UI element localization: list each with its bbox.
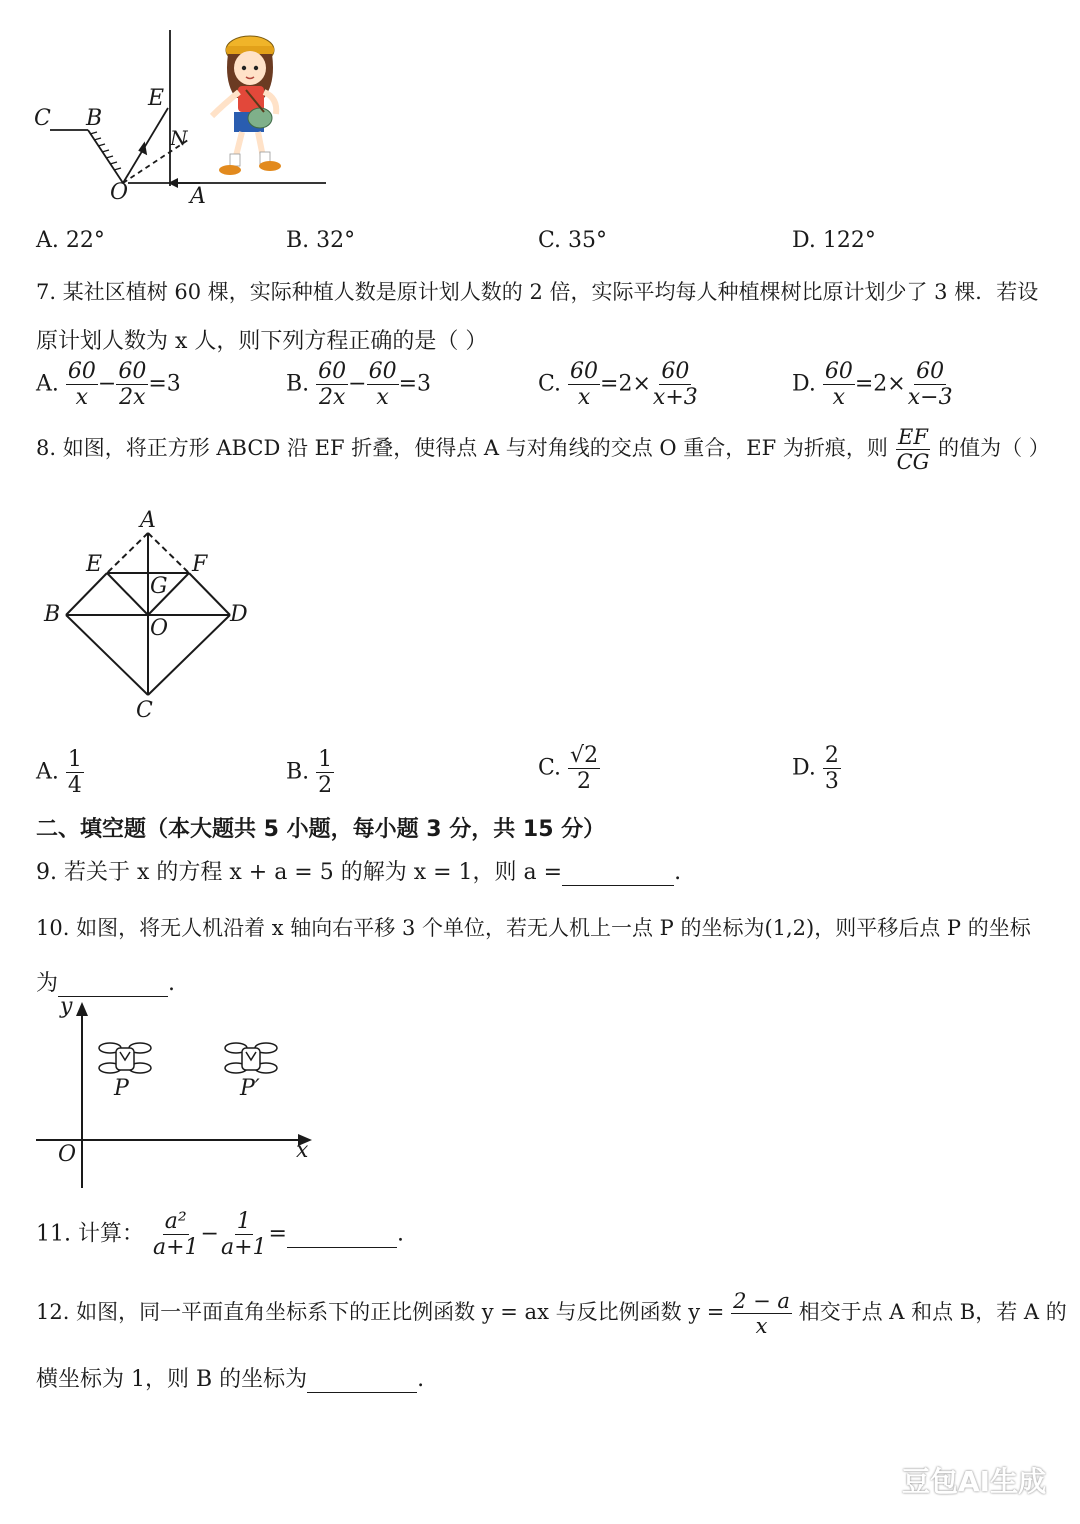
q6-option-c[interactable]: C. 35° <box>538 228 608 253</box>
q8-b-frac: $\frac{1}{2}$ <box>318 747 333 799</box>
q10-y-arrowhead <box>76 1002 88 1016</box>
q9-stem <box>36 855 681 886</box>
q8-label-o: O <box>150 616 169 641</box>
q7-a-prefix: A. <box>36 371 59 397</box>
q11-prefix: 11. 计算： <box>36 1221 144 1247</box>
q10-label-p: P <box>114 1076 129 1101</box>
q8-label-b: B <box>44 602 61 627</box>
q7-b-rhs: =3 <box>398 371 432 397</box>
q6-label-e: E <box>148 86 165 111</box>
q7-d-frac1: $\frac{60}{x}$ <box>824 359 853 411</box>
q11-answer-blank[interactable] <box>287 1222 397 1248</box>
q8-label-c: C <box>136 698 153 723</box>
q10-drone-icon-p <box>99 1043 151 1073</box>
q6-option-b[interactable]: B. 32° <box>286 228 356 253</box>
q12-stem-line1 <box>36 1290 1067 1337</box>
q7-c-frac2: $\frac{60}{x+3}$ <box>652 359 698 411</box>
q11-end: . <box>396 1221 404 1247</box>
q7-c-mid: =2× <box>600 371 651 397</box>
q6-girl-illustration <box>212 36 281 175</box>
q12-end: . <box>417 1367 425 1392</box>
q10-answer-blank[interactable] <box>58 971 168 997</box>
q8-stem-after: 的值为（ ） <box>938 436 1050 461</box>
watermark-logo: 豆包AI生成 <box>902 1465 1047 1498</box>
q8-stem-before: 8. 如图，将正方形 ABCD 沿 EF 折叠，使得点 A 与对角线的交点 O 重合，EF 为折痕，则 <box>36 436 888 461</box>
q8-label-d: D <box>230 602 248 627</box>
q7-d-mid: =2× <box>854 371 906 397</box>
q8-label-g: G <box>150 574 168 599</box>
q6-option-a[interactable]: A. 22° <box>36 228 105 253</box>
q8-option-c[interactable] <box>538 744 600 793</box>
q8-label-a: A <box>140 508 156 533</box>
q7-c-prefix: C. <box>538 371 562 397</box>
q7-a-op: − <box>97 371 117 397</box>
q7-a-frac2: $\frac{60}{2x}$ <box>118 359 147 411</box>
q8-stem <box>36 426 1050 473</box>
q12-line2: 横坐标为 1，则 B 的坐标为 <box>36 1367 308 1392</box>
q8-edge-be <box>66 573 107 615</box>
q12-after: 相交于点 A 和点 B，若 A 的 <box>798 1300 1067 1325</box>
q7-option-b[interactable] <box>286 360 431 409</box>
q8-dashed-af <box>148 533 189 573</box>
q8-option-d[interactable] <box>792 744 841 793</box>
q6-label-c: C <box>34 106 51 131</box>
q8-stem-fraction: $\frac{EF}{CG}$ <box>896 425 930 475</box>
q7-d-frac2: $\frac{60}{x-3}$ <box>907 359 953 411</box>
q10-line2-prefix: 为 <box>36 971 59 996</box>
q7-option-c[interactable] <box>538 360 700 409</box>
q12-stem-line2 <box>36 1362 424 1393</box>
q7-stem-line2: 原计划人数为 x 人，则下列方程正确的是（ ） <box>36 329 488 354</box>
q8-edge-fd <box>189 573 230 615</box>
q12-answer-blank[interactable] <box>307 1367 417 1393</box>
q9-text: 9. 若关于 x 的方程 x + a = 5 的解为 x = 1，则 a = <box>36 860 563 885</box>
q10-stem-line2 <box>36 966 175 997</box>
q12-before: 12. 如图，同一平面直角坐标系下的正比例函数 y = ax 与反比例函数 y = <box>36 1300 725 1325</box>
q8-d-prefix: D. <box>792 755 816 781</box>
q11-stem <box>36 1210 404 1259</box>
q7-stem-line1: 7. 某社区植树 60 棵，实际种植人数是原计划人数的 2 倍，实际平均每人种植棵树比原计划少了 3 棵．若设 <box>36 280 1039 304</box>
q7-b-frac2: $\frac{60}{x}$ <box>368 359 397 411</box>
q7-option-d[interactable] <box>792 360 955 409</box>
q6-figure <box>28 28 338 218</box>
q8-option-a[interactable] <box>36 748 84 797</box>
q11-frac2: $\frac{1}{a+1}$ <box>220 1209 267 1261</box>
q8-a-frac: $\frac{1}{4}$ <box>67 747 82 799</box>
q8-segment-eo <box>107 573 148 615</box>
q9-end: . <box>674 860 682 885</box>
q8-label-e: E <box>86 552 103 577</box>
q6-label-a: A <box>190 184 206 209</box>
q8-edge-bc <box>66 615 148 695</box>
q6-label-n: N <box>170 126 188 150</box>
q10-drone-icon-p-prime <box>225 1043 277 1073</box>
q8-c-prefix: C. <box>538 755 562 781</box>
q10-end: . <box>168 971 176 996</box>
q7-b-frac1: $\frac{60}{2x}$ <box>318 359 347 411</box>
q10-label-y: y <box>60 994 73 1019</box>
q8-c-frac: $\frac{√2}{2}$ <box>570 743 599 795</box>
q8-d-frac: $\frac{2}{3}$ <box>824 743 839 795</box>
q7-d-prefix: D. <box>792 371 816 397</box>
q7-a-rhs: =3 <box>148 371 181 397</box>
q11-frac1: $\frac{\text{a²}}{a+1}$ <box>152 1209 199 1261</box>
q10-label-o: O <box>58 1142 77 1167</box>
q10-label-x: x <box>296 1138 309 1163</box>
q9-answer-blank[interactable] <box>562 860 674 886</box>
q10-stem-line1: 10. 如图，将无人机沿着 x 轴向右平移 3 个单位，若无人机上一点 P 的坐标为(1,2)，则平移后点 P 的坐标 <box>36 916 1031 940</box>
section-2-heading: 二、填空题（本大题共 5 小题，每小题 3 分，共 15 分） <box>36 817 606 842</box>
q7-a-frac1: $\frac{60}{x}$ <box>67 359 96 411</box>
q8-option-b[interactable] <box>286 748 334 797</box>
q7-b-op: − <box>348 371 367 397</box>
q6-mirror-bo <box>88 130 123 183</box>
q7-c-frac1: $\frac{60}{x}$ <box>570 359 599 411</box>
q12-fraction: $\frac{2 - a}{x}$ <box>733 1289 790 1339</box>
q10-label-p-prime: P′ <box>240 1076 260 1101</box>
q11-op: − <box>200 1221 219 1247</box>
q6-option-d[interactable]: D. 122° <box>792 228 876 253</box>
q7-option-a[interactable] <box>36 360 181 409</box>
q6-label-b: B <box>86 106 103 131</box>
q6-ray-oe <box>123 108 168 183</box>
q8-b-prefix: B. <box>286 759 310 785</box>
q8-label-f: F <box>192 552 208 577</box>
q8-a-prefix: A. <box>36 759 59 785</box>
q8-dashed-ae <box>107 533 148 573</box>
q6-label-o: O <box>110 180 129 205</box>
q11-eq: = <box>268 1221 287 1247</box>
q7-b-prefix: B. <box>286 371 310 397</box>
